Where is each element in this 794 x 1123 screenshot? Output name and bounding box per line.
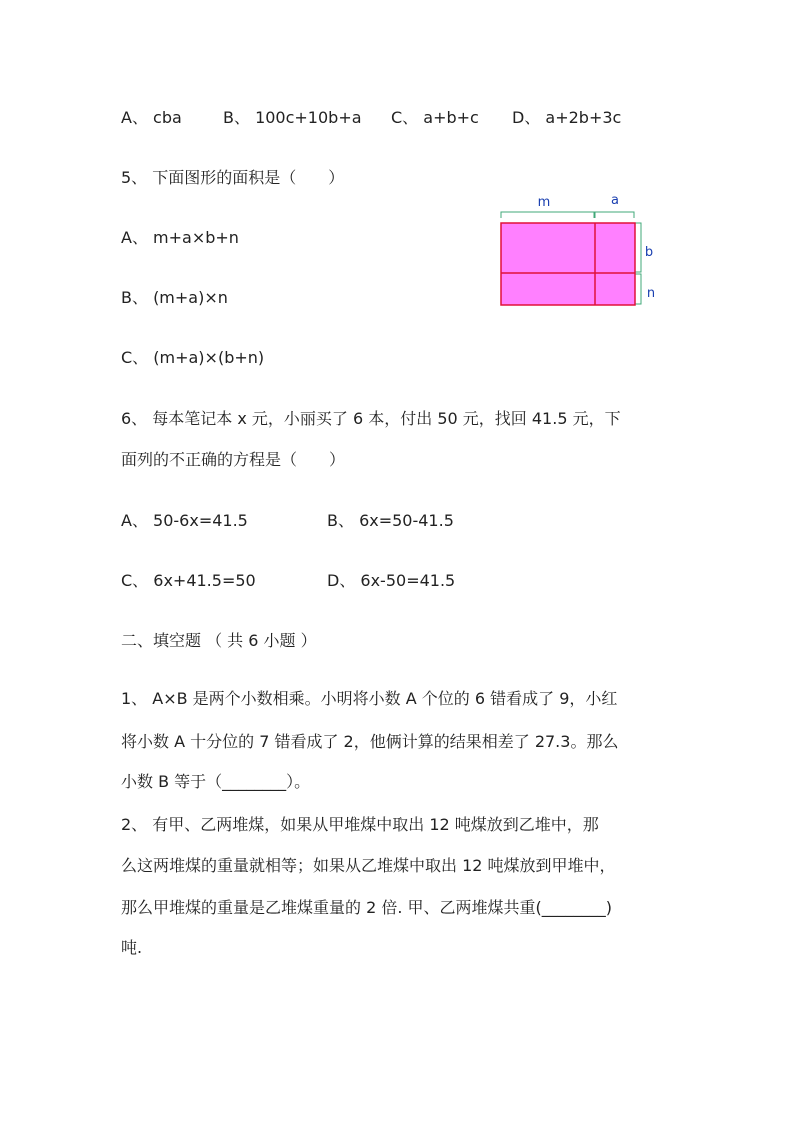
brace-a (595, 212, 634, 218)
q6-option-a: A、 50-6x=41.5 (121, 511, 248, 530)
fill2-line3: 那么甲堆煤的重量是乙堆煤重量的 2 倍. 甲、乙两堆煤共重(________) (121, 898, 613, 917)
q4-option-c: C、 a+b+c (391, 108, 479, 127)
brace-b (635, 223, 641, 272)
label-a: a (611, 193, 619, 208)
q4-option-b: B、 100c+10b+a (223, 108, 362, 127)
label-n: n (646, 286, 656, 301)
q5-option-c: C、 (m+a)×(b+n) (121, 348, 265, 367)
q6-question-line1: 6、 每本笔记本 x 元，小丽买了 6 本，付出 50 元，找回 41.5 元，下 (121, 409, 621, 428)
q6-option-b: B、 6x=50-41.5 (327, 511, 454, 530)
q5-question: 5、 下面图形的面积是（ ） (121, 168, 345, 187)
fill2-line1: 2、 有甲、乙两堆煤，如果从甲堆煤中取出 12 吨煤放到乙堆中，那 (121, 815, 599, 834)
fill1-line3: 小数 B 等于（________）。 (121, 772, 311, 791)
brace-m (501, 212, 594, 218)
brace-n (635, 274, 641, 304)
q4-option-a: A、 cba (121, 108, 182, 127)
q4-option-d: D、 a+2b+3c (512, 108, 622, 127)
q5-option-a: A、 m+a×b+n (121, 228, 239, 247)
label-m: m (537, 195, 551, 210)
label-b: b (644, 245, 654, 260)
area-rectangle (501, 223, 635, 305)
fill2-line4: 吨. (121, 938, 143, 957)
fill2-line2: 么这两堆煤的重量就相等；如果从乙堆煤中取出 12 吨煤放到甲堆中， (121, 856, 616, 875)
area-figure (493, 188, 663, 312)
q6-option-c: C、 6x+41.5=50 (121, 571, 256, 590)
fill1-line1: 1、 A×B 是两个小数相乘。小明将小数 A 个位的 6 错看成了 9，小红 (121, 689, 618, 708)
q6-option-d: D、 6x-50=41.5 (327, 571, 456, 590)
q6-question-line2: 面列的不正确的方程是（ ） (121, 450, 346, 469)
q5-option-b: B、 (m+a)×n (121, 288, 228, 307)
fill1-line2: 将小数 A 十分位的 7 错看成了 2，他俩计算的结果相差了 27.3。那么 (121, 732, 619, 751)
section-title: 二、填空题 （ 共 6 小题 ） (121, 631, 317, 650)
